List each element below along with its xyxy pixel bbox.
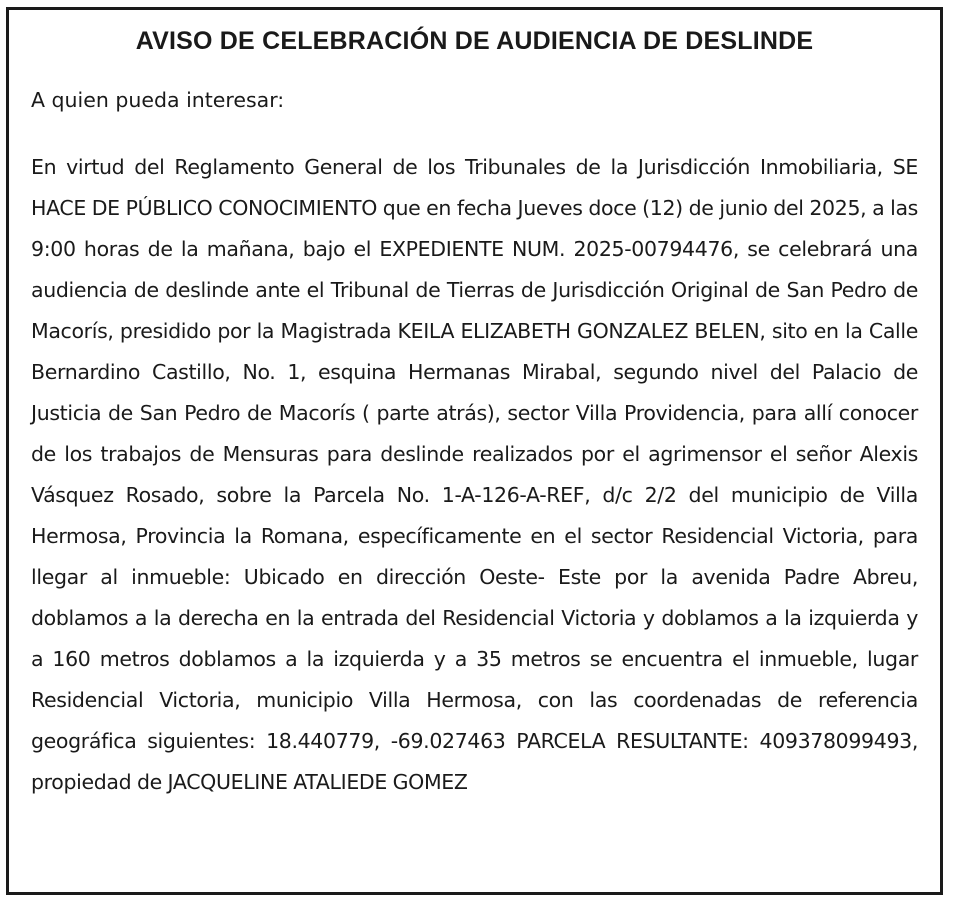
- notice-title: AVISO DE CELEBRACIÓN DE AUDIENCIA DE DESLINDE: [135, 27, 814, 55]
- notice-body: En virtud del Reglamento General de los Tribunales de la Jurisdicción Inmobiliaria, SE HACE DE PÚBLICO CONOCIMIENTO que en fecha Jueves doce (12) de junio del 2025, a las 9:00 horas de la mañana, bajo el EXPEDIENTE NUM. 2025-00794476, se celebrará una audiencia de deslinde ante el Tribunal de Tierras de Jurisdicción Original de San Pedro de Macorís, presidido por la Magistrada KEILA ELIZABETH GONZALEZ BELEN, sito en la Calle Bernardino Castillo, No. 1, esquina Hermanas Mirabal, segundo nivel del Palacio de Justicia de San Pedro de Macorís ( parte atrás), sector Villa Providencia, para allí conocer de los trabajos de Mensuras para deslinde realizados por el agrimensor el señor Alexis Vásquez Rosado, sobre la Parcela No. 1-A-126-A-REF, d/c 2/2 del municipio de Villa Hermosa, Provincia la Romana, específicamente en el sector Residencial Victoria, para llegar al inmueble: Ubicado en dirección Oeste- Este por la avenida Padre Abreu, doblamos a la derecha en la entrada del Residencial Victoria y doblamos a la izquierda y a 160 metros doblamos a la izquierda y a 35 metros se encuentra el inmueble, lugar Residencial Victoria, municipio Villa Hermosa, con las coordenadas de referencia geográfica siguientes: 18.440779, -69.027463 PARCELA RESULTANTE: 409378099493, propiedad de JACQUELINE ATALIEDE GOMEZ: [31, 155, 918, 794]
- notice-greeting: A quien pueda interesar:: [31, 88, 285, 112]
- notice-box: [6, 7, 943, 895]
